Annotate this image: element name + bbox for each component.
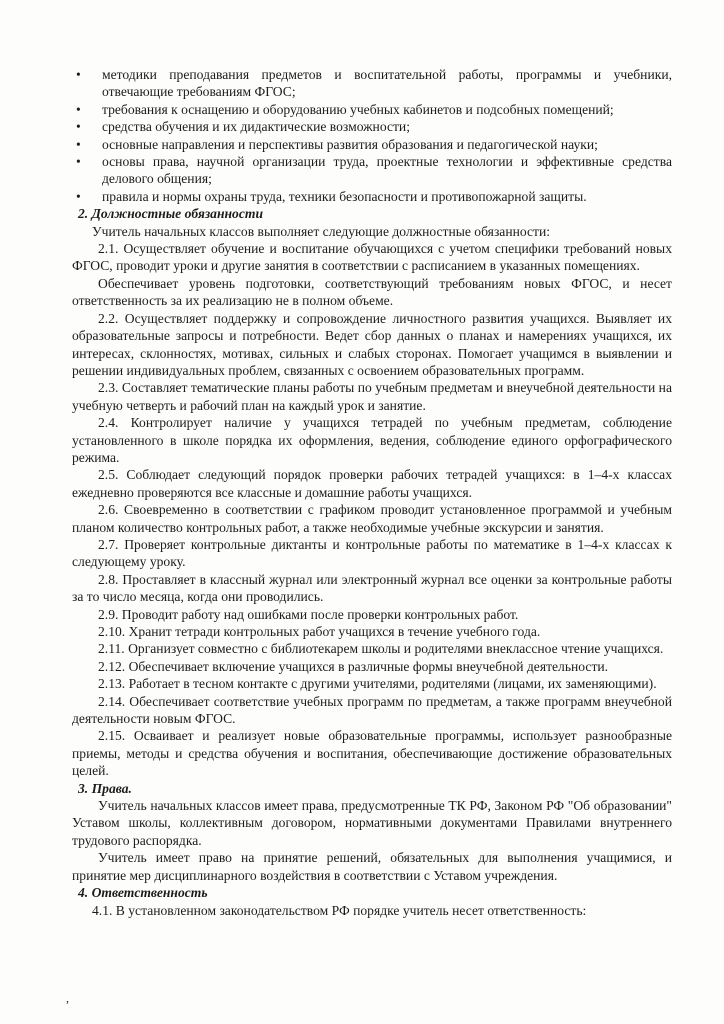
paragraph: Учитель начальных классов имеет права, предусмотренные ТК РФ, Законом РФ "Об образовании" Уставом школы, коллективным договором, нормативными документами Правилами внутреннего трудового распорядка. — [72, 798, 672, 848]
list-item: • правила и нормы охраны труда, техники безопасности и противопожарной защиты. — [76, 188, 587, 204]
list-item: • методики преподавания предметов и воспитательной работы, программы и учебники, отвечающие требованиям ФГОС; — [76, 67, 672, 100]
paragraph: 2.12. Обеспечивает включение учащихся в различные формы внеучебной деятельности. — [98, 658, 609, 674]
paragraph: Обеспечивает уровень подготовки, соответствующий требованиям новых ФГОС, и несет ответственность за их реализацию не в полном объеме. — [72, 275, 672, 309]
paragraph: 2.15. Осваивает и реализует новые образовательные программы, использует разнообразные приемы, методы и средства обучения и воспитания, обеспечивающие достижение образовательных целей. — [72, 728, 672, 779]
paragraph: 2.8. Проставляет в классный журнал или электронный журнал все оценки за контрольные работы за то число месяца, когда они проводились. — [72, 571, 672, 605]
paragraph: 2.1. Осуществляет обучение и воспитание обучающихся с учетом специфики требований новых ФГОС, проводит уроки и другие занятия в соответствии с расписанием в указанных помещениях. — [72, 241, 672, 274]
paragraph: 2.9. Проводит работу над ошибками после проверки контрольных работ. — [98, 606, 519, 622]
bullet-icon: • — [76, 136, 81, 152]
bullet-icon: • — [76, 101, 81, 117]
paragraph: 2.4. Контролирует наличие у учащихся тетрадей по учебным предметам, соблюдение установленного в школе порядка их оформления, ведения, соблюдение единого орфографического режима. — [72, 415, 672, 465]
paragraph: 4.1. В установленном законодательством РФ порядке учитель несет ответственность: — [92, 902, 587, 918]
list-item: • основные направления и перспективы развития образования и педагогической науки; — [76, 136, 598, 152]
bullet-icon: • — [76, 154, 81, 170]
list-item: • основы права, научной организации труда, проектные технологии и эффективные средства делового общения; — [76, 154, 672, 187]
section-heading: 3. Права. — [78, 780, 132, 796]
paragraph: Учитель начальных классов выполняет следующие должностные обязанности: — [92, 223, 551, 239]
paragraph: 2.13. Работает в тесном контакте с другими учителями, родителями (лицами, их заменяющими). — [98, 676, 657, 692]
requirements-list — [72, 66, 672, 205]
paragraph: 2.2. Осуществляет поддержку и сопровождение личностного развития учащихся. Выявляет их образовательные запросы и потребности. Ведет сбор данных о планах и намерениях учащихся, их интересах, склонностях, мотивах, сильных и слабых сторонах. Помогает учащимся в выявлении и решении индивидуальных проблем, связанных с освоением образовательных программ. — [72, 310, 672, 378]
paragraph: 2.11. Организует совместно с библиотекарем школы и родителями внеклассное чтение учащихся. — [98, 641, 664, 657]
list-item: • средства обучения и их дидактические возможности; — [76, 119, 410, 135]
list-item: • требования к оснащению и оборудованию учебных кабинетов и подсобных помещений; — [76, 101, 614, 117]
paragraph: 2.7. Проверяет контрольные диктанты и контрольные работы по математике в 1–4-х классах к следующему уроку. — [72, 536, 672, 570]
bullet-icon: • — [76, 188, 81, 204]
paragraph: 2.3. Составляет тематические планы работы по учебным предметам и внеучебной деятельности на учебную четверть и рабочий план на каждый урок и занятие. — [72, 380, 672, 413]
stray-mark: , — [66, 991, 69, 1005]
paragraph: Учитель имеет право на принятие решений, обязательных для выполнения учащимися, и принятие мер дисциплинарного воздействия в соответствии с Уставом учреждения. — [72, 850, 672, 883]
paragraph: 2.5. Соблюдает следующий порядок проверки рабочих тетрадей учащихся: в 1–4-х классах ежедневно проверяются все классные и домашние работы учащихся. — [72, 467, 672, 500]
bullet-icon: • — [76, 119, 81, 135]
paragraph: 2.6. Своевременно в соответствии с графиком проводит установленное программой и учебным планом количество контрольных работ, а также необходимые учебные экскурсии и занятия. — [72, 502, 672, 535]
paragraph: 2.10. Хранит тетради контрольных работ учащихся в течение учебного года. — [98, 624, 541, 639]
bullet-icon: • — [76, 67, 81, 82]
section-heading: 2. Должностные обязанности — [78, 206, 264, 222]
section-heading: 4. Ответственность — [78, 885, 208, 901]
paragraph: 2.14. Обеспечивает соответствие учебных программ по предметам, а также программ внеучебной деятельности новым ФГОС. — [72, 693, 672, 727]
